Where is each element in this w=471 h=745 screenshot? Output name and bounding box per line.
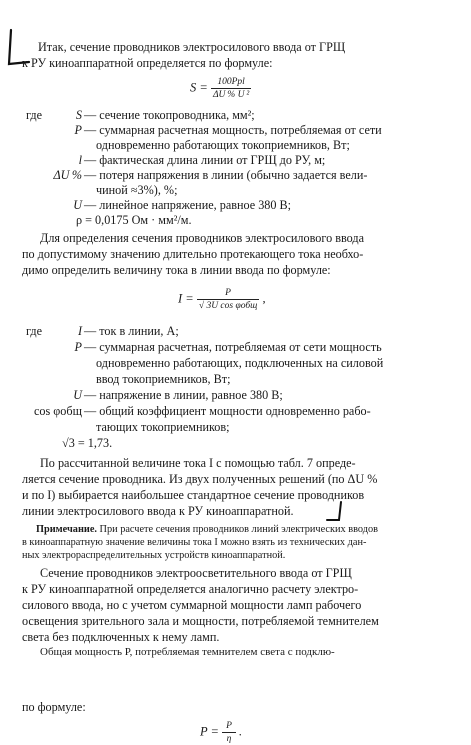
definition-text: одновременно работающих токоприемников, Вт; <box>96 138 350 152</box>
note-line: ных электрораспределительных устройств киноаппаратной. <box>22 550 286 561</box>
definition-symbol: U <box>73 198 82 212</box>
definition-text: одновременно работающих, подключенных на силовой <box>96 356 384 370</box>
definition-text: — суммарная расчетная мощность, потребляемая от сети <box>84 123 382 137</box>
definition-text: — сечение токопроводника, мм²; <box>84 108 255 122</box>
definition-symbol: P <box>74 123 82 137</box>
formula-fraction <box>222 720 236 745</box>
formula-denominator: ΔU % U ² <box>212 90 250 100</box>
definition-text: чиной ≈3%), %; <box>96 183 178 197</box>
definition-text: — ток в линии, А; <box>84 324 179 338</box>
definition-text: — общий коэффициент мощности одновременно рабо- <box>84 404 371 418</box>
formula-denominator: η <box>226 734 232 744</box>
formula-numerator: P <box>197 287 259 300</box>
definition-text: ρ = 0,0175 Ом · мм²/м. <box>76 213 192 227</box>
note-line: При расчете сечения проводников линий электрических вводов <box>96 524 378 535</box>
definition-text: — фактическая длина линии от ГРЩ до РУ, м; <box>84 153 326 167</box>
paragraph-line: Для определения сечения проводников электросилового ввода <box>40 231 364 245</box>
bracket-mark <box>325 500 345 524</box>
definition-text: — потеря напряжения в линии (обычно задается вели- <box>84 168 368 182</box>
paragraph-line: к РУ киноаппаратной определяется аналогично расчету электро- <box>22 582 359 596</box>
paragraph-line: света без подключенных к нему ламп. <box>22 630 220 644</box>
paragraph-line: и по I) выбирается наибольшее стандартное сечение проводников <box>22 488 365 502</box>
paragraph-line: Общая мощность P, потребляемая темнителем света с подклю- <box>40 646 335 658</box>
formula-tail: , <box>262 291 266 306</box>
definitions-list <box>0 108 471 228</box>
definition-symbol: U <box>73 388 82 402</box>
definition-symbol: S <box>75 108 82 122</box>
definition-symbol: ΔU % <box>53 168 82 182</box>
formula-numerator: 100Ppl <box>211 76 251 89</box>
paragraph-line: освещения зрительного зала и мощности, потребляемой темнителем <box>22 614 379 628</box>
formula-section <box>190 76 251 101</box>
formula-fraction <box>197 287 259 312</box>
formula-denominator: √ 3U cos φобщ <box>198 301 258 311</box>
paragraph-line: по допустимому значению длительно протекающего тока необхо- <box>22 247 364 261</box>
paragraph-line: к РУ киноаппаратной определяется по формуле: <box>22 56 273 70</box>
note-line: в киноаппаратную значение величины тока I можно взять из технических дан- <box>22 537 367 548</box>
definition-symbol: I <box>77 324 82 338</box>
paragraph-line: силового ввода, но с учетом суммарной мощности ламп рабочего <box>22 598 362 612</box>
formula-lhs: I = <box>178 291 194 306</box>
definition-text: — суммарная расчетная, потребляемая от сети мощность <box>84 340 382 354</box>
paragraph-line: димо определить величину тока в линии ввода по формуле: <box>22 263 331 277</box>
paragraph-line: линии электросилового ввода к РУ киноаппаратной. <box>22 504 294 518</box>
formula-lhs: P = <box>200 724 219 739</box>
definition-symbol: P <box>74 340 82 354</box>
paragraph-line: ляется сечение проводника. Из двух полученных решений (по ΔU % <box>22 472 378 486</box>
paragraph-line: Сечение проводников электроосветительного ввода от ГРЩ <box>40 566 352 580</box>
paragraph-line: Итак, сечение проводников электросилового ввода от ГРЩ <box>38 40 346 54</box>
paragraph-line: По рассчитанной величине тока I с помощью табл. 7 опреде- <box>40 456 356 470</box>
definition-text: тающих токоприемников; <box>96 420 230 434</box>
where-label: где <box>25 108 42 122</box>
definition-symbol: cos φобщ <box>33 404 82 418</box>
definition-text: — напряжение в линии, равное 380 В; <box>84 388 283 402</box>
formula-fraction <box>211 76 251 101</box>
formula-lhs: S = <box>190 80 208 95</box>
formula-tail: . <box>239 724 243 739</box>
definition-symbol: l <box>78 153 82 167</box>
paragraph-line: по формуле: <box>22 700 86 714</box>
formula-section <box>178 287 266 312</box>
note-label: Примечание. <box>36 524 97 535</box>
definition-text: √3 = 1,73. <box>62 436 113 450</box>
formula-section <box>200 720 242 745</box>
definitions-list <box>0 324 471 452</box>
note-block <box>22 523 378 562</box>
definition-text: ввод токоприемников, Вт; <box>96 372 231 386</box>
definition-text: — линейное напряжение, равное 380 В; <box>84 198 292 212</box>
where-label: где <box>25 324 42 338</box>
formula-numerator: P <box>222 720 236 733</box>
